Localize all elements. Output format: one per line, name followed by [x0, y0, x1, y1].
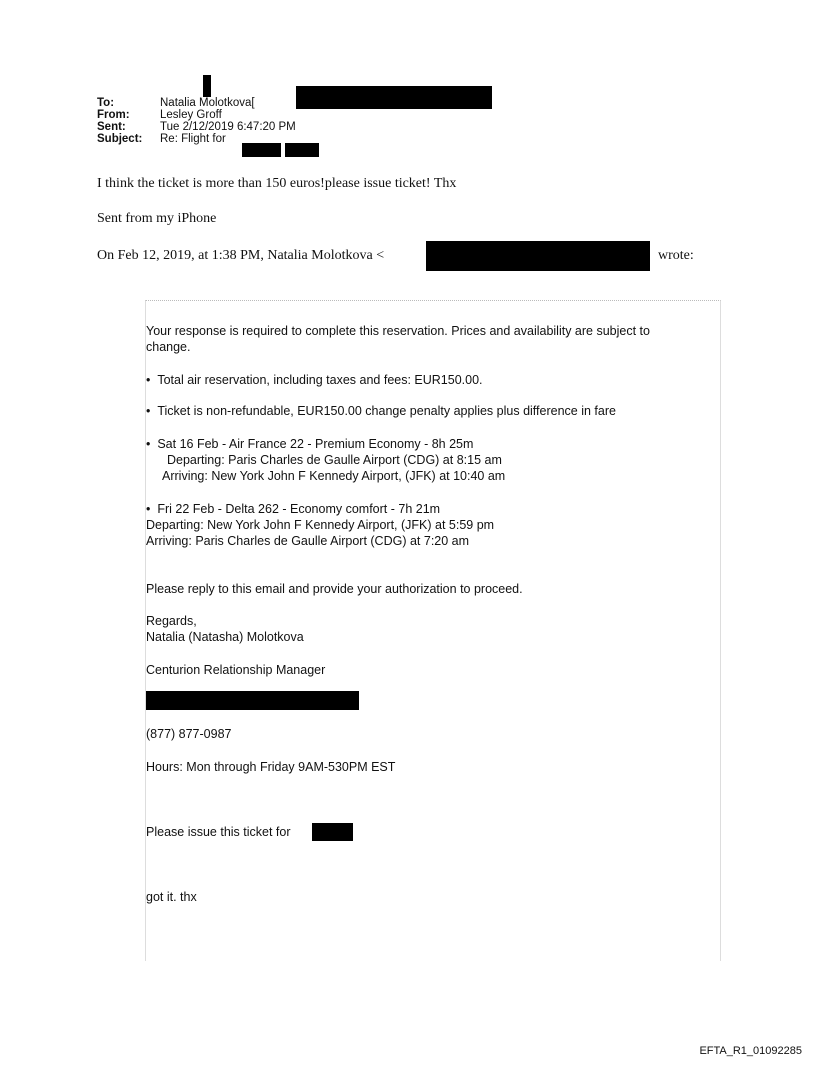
flight-1-summary: Sat 16 Feb - Air France 22 - Premium Economy - 8h 25m	[157, 437, 474, 451]
flight-2-summary: Fri 22 Feb - Delta 262 - Economy comfort - 7h 21m	[157, 502, 441, 516]
from-value: Lesley Groff	[160, 109, 222, 121]
sender-name: Natalia (Natasha) Molotkova	[146, 630, 304, 644]
sent-label: Sent:	[97, 121, 126, 133]
sender-title: Centurion Relationship Manager	[146, 663, 326, 677]
quoted-intro: Your response is required to complete this reservation. Prices and availability are subject to	[146, 324, 650, 338]
reply-signature: Sent from my iPhone	[97, 211, 217, 226]
bullet-icon: •	[146, 373, 158, 387]
redaction-box	[242, 143, 281, 157]
bullet-refund-text: Ticket is non-refundable, EUR150.00 change penalty applies plus difference in fare	[157, 404, 616, 418]
flight-2	[146, 502, 440, 517]
reply-body: I think the ticket is more than 150 euros!please issue ticket! Thx	[97, 176, 457, 191]
issue-request: Please issue this ticket for	[146, 825, 291, 839]
phone-number: (877) 877-0987	[146, 727, 232, 741]
to-value: Natalia Molotkova[	[160, 97, 255, 109]
bullet-refund	[146, 404, 616, 419]
to-label: To:	[97, 97, 115, 109]
redaction-box	[203, 75, 211, 97]
sent-value: Tue 2/12/2019 6:47:20 PM	[160, 121, 296, 133]
flight-1-departing: Departing: Paris Charles de Gaulle Airport (CDG) at 8:15 am	[167, 453, 502, 467]
redaction-box	[146, 691, 359, 710]
bullet-icon: •	[146, 404, 158, 418]
bullet-total-text: Total air reservation, including taxes and fees: EUR150.00.	[157, 373, 483, 387]
redaction-box	[285, 143, 319, 157]
subject-label: Subject:	[97, 133, 143, 145]
quote-attribution-end: wrote:	[658, 248, 694, 263]
flight-2-departing: Departing: New York John F Kennedy Airport, (JFK) at 5:59 pm	[146, 518, 495, 532]
document-id: EFTA_R1_01092285	[699, 1045, 802, 1057]
office-hours: Hours: Mon through Friday 9AM-530PM EST	[146, 760, 396, 774]
got-it-reply: got it. thx	[146, 890, 197, 904]
redaction-box	[312, 823, 353, 841]
flight-1	[146, 437, 473, 452]
quoted-intro-cont: change.	[146, 340, 191, 354]
bullet-icon: •	[146, 437, 158, 451]
subject-value: Re: Flight for	[160, 133, 226, 145]
flight-1-arriving: Arriving: New York John F Kennedy Airport, (JFK) at 10:40 am	[162, 469, 506, 483]
bullet-total	[146, 373, 483, 388]
reply-request: Please reply to this email and provide your authorization to proceed.	[146, 582, 523, 596]
flight-2-arriving: Arriving: Paris Charles de Gaulle Airport (CDG) at 7:20 am	[146, 534, 470, 548]
redaction-box	[426, 241, 650, 271]
bullet-icon: •	[146, 502, 158, 516]
from-label: From:	[97, 109, 130, 121]
quote-attribution: On Feb 12, 2019, at 1:38 PM, Natalia Molotkova <	[97, 248, 385, 263]
regards: Regards,	[146, 614, 197, 628]
